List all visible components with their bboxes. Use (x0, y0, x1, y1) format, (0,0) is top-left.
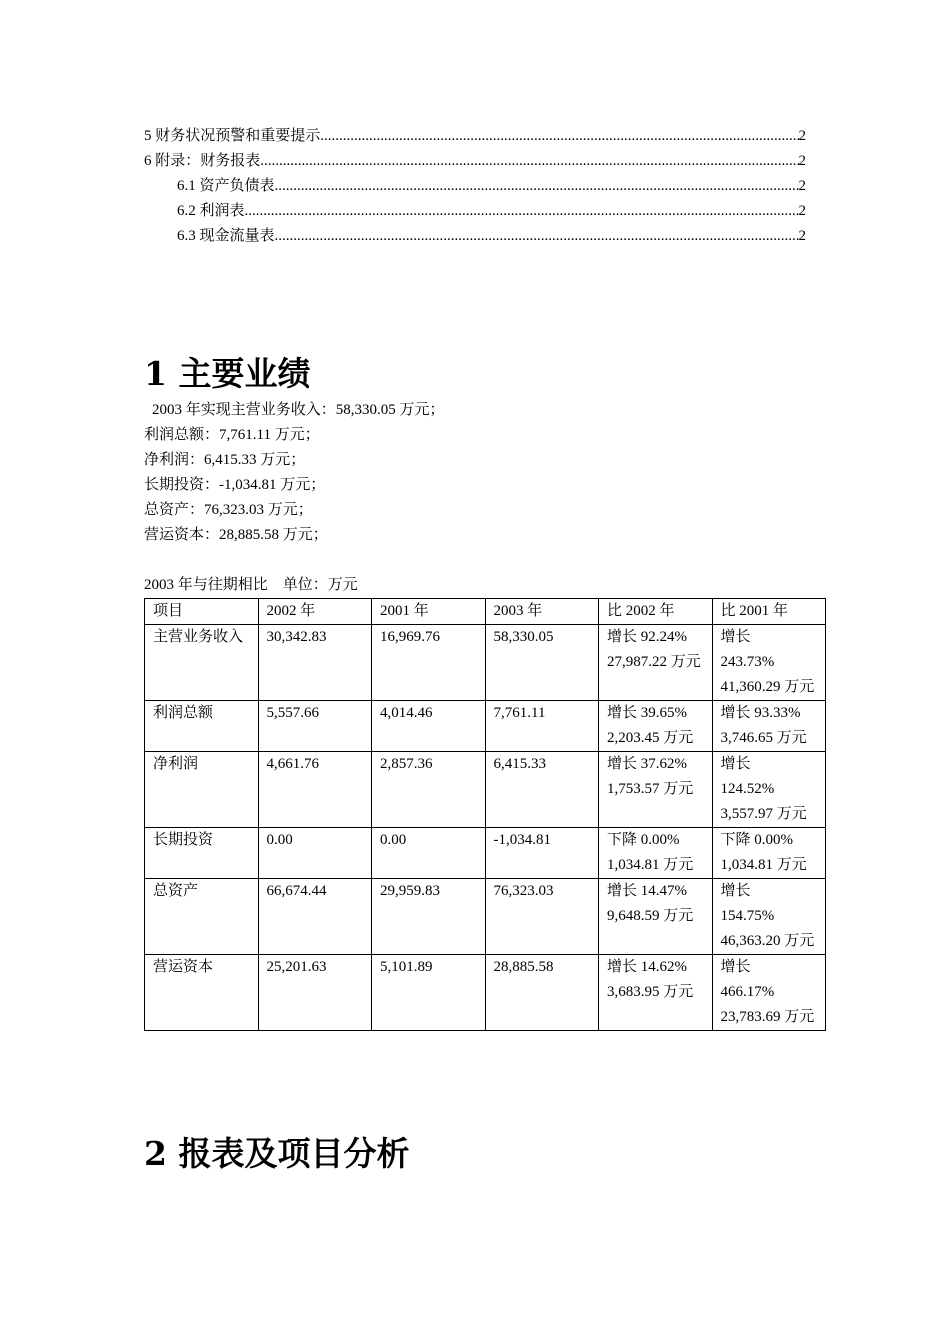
change-line: 2,203.45 万元 (607, 730, 694, 746)
value-cell: 16,969.76 (372, 625, 486, 701)
change-line: 41,360.29 万元 (720, 679, 815, 695)
change-line: 增长 (720, 756, 751, 772)
table-row (145, 701, 826, 752)
summary-line: 营运资本：28,885.58 万元； (144, 527, 328, 543)
column-header: 项目 (145, 599, 259, 625)
summary-line: 净利润：6,415.33 万元； (144, 452, 306, 468)
value-cell: 5,101.89 (372, 955, 486, 1031)
change-line: 增长 14.62% (607, 959, 687, 975)
column-header: 2001 年 (372, 599, 486, 625)
change-line: 1,034.81 万元 (720, 857, 807, 873)
change-cell (712, 752, 826, 828)
table-row (145, 752, 826, 828)
toc-leader-dots (275, 224, 799, 249)
column-header: 2003 年 (485, 599, 599, 625)
toc-entry-label: 6.1 资产负债表 (177, 178, 275, 194)
toc-leader-dots (275, 174, 799, 199)
summary-line: 利润总额：7,761.11 万元； (144, 427, 320, 443)
value-cell: 30,342.83 (258, 625, 372, 701)
change-cell (599, 625, 713, 701)
change-cell (599, 752, 713, 828)
change-line: 增长 (720, 883, 751, 899)
change-cell (599, 955, 713, 1031)
value-cell: 0.00 (258, 828, 372, 879)
change-cell (712, 879, 826, 955)
toc-entry-page: 2 (798, 128, 806, 144)
change-cell (712, 625, 826, 701)
change-cell (712, 701, 826, 752)
change-cell (712, 828, 826, 879)
toc-entry-page: 2 (798, 203, 806, 219)
toc-entry-page: 2 (798, 153, 806, 169)
table-of-contents (144, 124, 806, 249)
summary-line: 长期投资：-1,034.81 万元； (144, 477, 326, 493)
table-header-row (145, 599, 826, 625)
change-line: 3,746.65 万元 (720, 730, 807, 746)
summary-line: 总资产：76,323.03 万元； (144, 502, 313, 518)
change-line: 增长 (720, 629, 751, 645)
value-cell: -1,034.81 (485, 828, 599, 879)
summary-line: 2003 年实现主营业务收入：58,330.05 万元； (152, 402, 445, 418)
change-cell (599, 879, 713, 955)
change-line: 增长 92.24% (607, 629, 687, 645)
change-line: 27,987.22 万元 (607, 654, 701, 670)
value-cell: 0.00 (372, 828, 486, 879)
toc-leader-dots (260, 149, 798, 174)
section-heading: 2 报表及项目分析 (144, 1134, 410, 1173)
change-cell (712, 955, 826, 1031)
table-row (145, 879, 826, 955)
toc-entry[interactable] (144, 149, 806, 174)
comparison-table (144, 598, 826, 1031)
value-cell: 4,661.76 (258, 752, 372, 828)
change-line: 增长 14.47% (607, 883, 687, 899)
toc-entry-label: 6 附录：财务报表 (144, 153, 261, 169)
value-cell: 58,330.05 (485, 625, 599, 701)
value-cell: 4,014.46 (372, 701, 486, 752)
change-line: 466.17% (720, 984, 775, 1000)
value-cell: 6,415.33 (485, 752, 599, 828)
toc-entry-label: 5 财务状况预警和重要提示 (144, 128, 321, 144)
table-row (145, 955, 826, 1031)
change-cell (599, 701, 713, 752)
change-line: 243.73% (720, 654, 775, 670)
change-cell (599, 828, 713, 879)
toc-entry-page: 2 (798, 178, 806, 194)
toc-entry[interactable] (144, 124, 806, 149)
change-line: 下降 0.00% (607, 832, 680, 848)
change-line: 增长 93.33% (720, 705, 801, 721)
performance-summary (144, 398, 445, 548)
toc-entry[interactable] (144, 224, 806, 249)
table-row (145, 828, 826, 879)
toc-entry-label: 6.3 现金流量表 (177, 228, 275, 244)
change-line: 增长 (720, 959, 751, 975)
value-cell: 25,201.63 (258, 955, 372, 1031)
toc-entry[interactable] (144, 199, 806, 224)
change-line: 3,683.95 万元 (607, 984, 694, 1000)
value-cell: 5,557.66 (258, 701, 372, 752)
value-cell: 29,959.83 (372, 879, 486, 955)
column-header: 比 2001 年 (712, 599, 826, 625)
change-line: 增长 37.62% (607, 756, 687, 772)
item-cell: 总资产 (145, 879, 259, 955)
change-line: 1,753.57 万元 (607, 781, 694, 797)
table-row (145, 625, 826, 701)
value-cell: 76,323.03 (485, 879, 599, 955)
toc-leader-dots (245, 199, 799, 224)
toc-leader-dots (320, 124, 798, 149)
change-line: 增长 39.65% (607, 705, 687, 721)
section-heading: 1 主要业绩 (144, 354, 311, 393)
change-line: 124.52% (720, 781, 775, 797)
item-cell: 营运资本 (145, 955, 259, 1031)
change-line: 9,648.59 万元 (607, 908, 694, 924)
value-cell: 7,761.11 (485, 701, 599, 752)
value-cell: 66,674.44 (258, 879, 372, 955)
toc-entry-label: 6.2 利润表 (177, 203, 245, 219)
item-cell: 利润总额 (145, 701, 259, 752)
table-caption: 2003 年与往期相比 单位：万元 (144, 577, 358, 593)
change-line: 23,783.69 万元 (720, 1009, 815, 1025)
item-cell: 净利润 (145, 752, 259, 828)
change-line: 1,034.81 万元 (607, 857, 694, 873)
change-line: 3,557.97 万元 (720, 806, 807, 822)
item-cell: 长期投资 (145, 828, 259, 879)
change-line: 154.75% (720, 908, 775, 924)
toc-entry[interactable] (144, 174, 806, 199)
column-header: 2002 年 (258, 599, 372, 625)
change-line: 46,363.20 万元 (720, 933, 815, 949)
toc-entry-page: 2 (798, 228, 806, 244)
value-cell: 28,885.58 (485, 955, 599, 1031)
change-line: 下降 0.00% (720, 832, 793, 848)
value-cell: 2,857.36 (372, 752, 486, 828)
column-header: 比 2002 年 (599, 599, 713, 625)
item-cell: 主营业务收入 (145, 625, 259, 701)
